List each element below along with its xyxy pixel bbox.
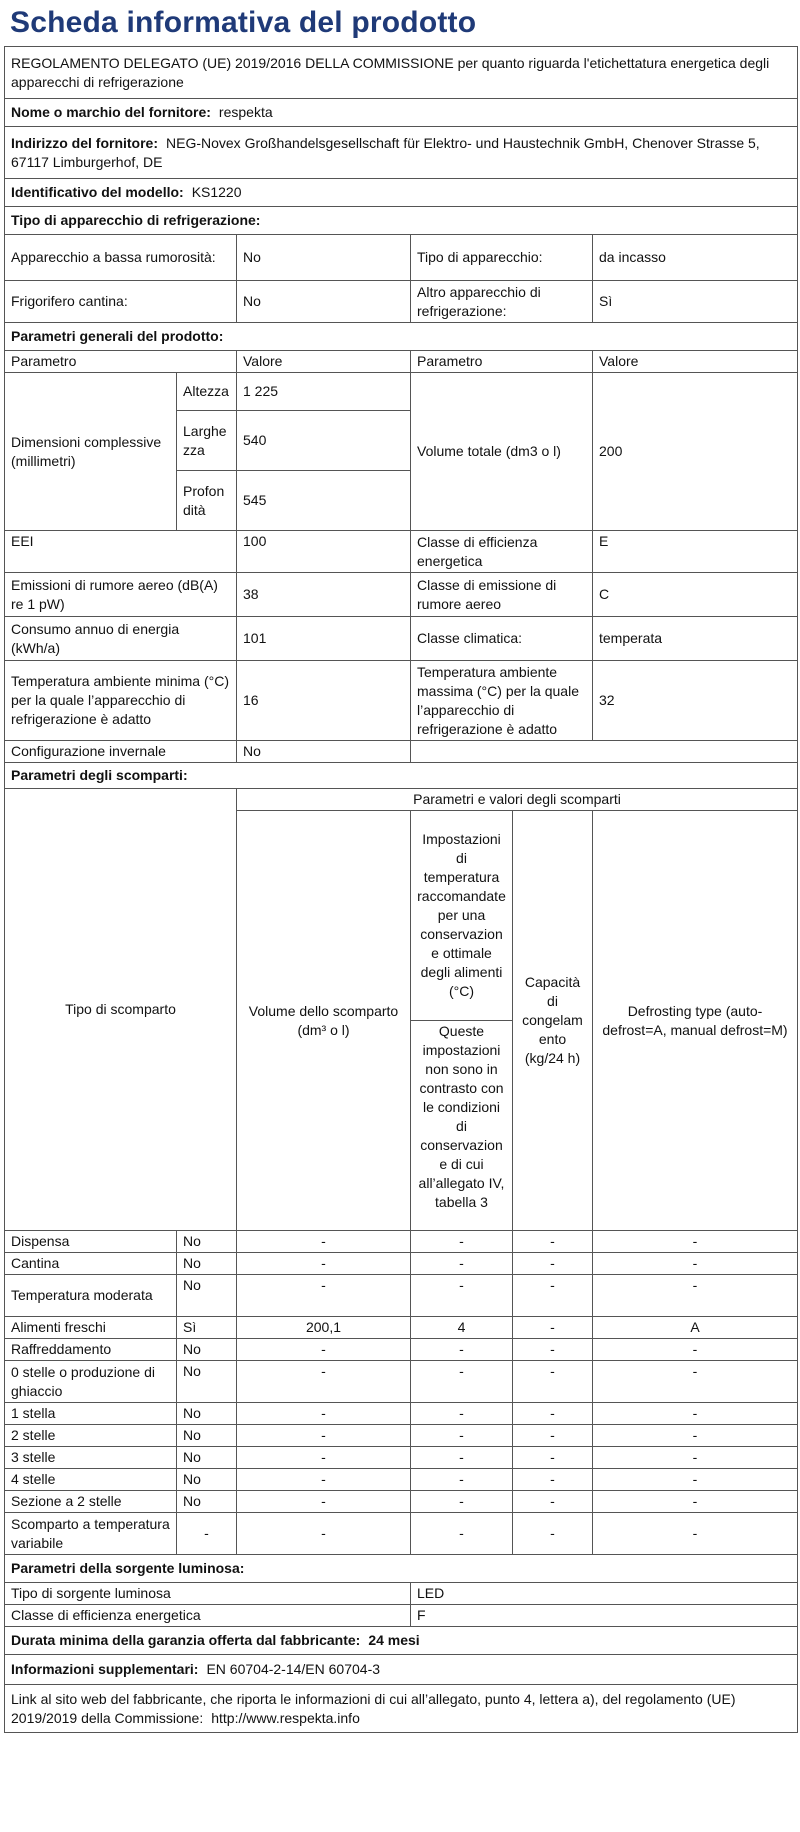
compartment-name: Temperatura moderata <box>5 1275 177 1317</box>
compartment-name: 3 stelle <box>5 1447 177 1469</box>
general-heading-row <box>5 323 798 351</box>
compartment-defrost: - <box>593 1275 798 1317</box>
appliance-type-heading-row <box>5 207 798 235</box>
empty-cell <box>5 127 798 179</box>
height-value: 1 225 <box>237 373 411 411</box>
compartments-header-row-1 <box>5 789 798 811</box>
temperature-header: Impostazioni di temperatura raccomandate per una conservazione ottimale degli alimenti (°C) <box>411 811 513 1021</box>
other-appliance-value: Sì <box>593 281 798 323</box>
temperature-note: Queste impostazioni non sono in contrasto con le condizioni di conservazione di cui all’allegato IV, tabella 3 <box>411 1021 513 1231</box>
compartment-name: Cantina <box>5 1253 177 1275</box>
table-row <box>5 1403 798 1425</box>
compartment-present: No <box>177 1469 237 1491</box>
height-row <box>5 373 798 411</box>
compartment-temperature: - <box>411 1447 513 1469</box>
depth-label: Profondità <box>177 471 237 531</box>
compartment-defrost: - <box>593 1231 798 1253</box>
compartments-heading-row <box>5 763 798 789</box>
compartment-present: No <box>177 1425 237 1447</box>
compartment-volume: 200,1 <box>237 1317 411 1339</box>
supplier-address-label: Indirizzo del fornitore: <box>11 134 158 151</box>
light-heading: Parametri della sorgente luminosa: <box>5 1555 798 1583</box>
appliance-type-label: Tipo di apparecchio: <box>411 235 593 281</box>
compartment-freezing: - <box>513 1425 593 1447</box>
table-row <box>5 1231 798 1253</box>
table-row <box>5 1491 798 1513</box>
compartment-name: 2 stelle <box>5 1425 177 1447</box>
compartment-temperature: - <box>411 1491 513 1513</box>
compartment-name: Sezione a 2 stelle <box>5 1491 177 1513</box>
table-row <box>5 1469 798 1491</box>
light-class-row <box>5 1605 798 1627</box>
appliance-type-value: da incasso <box>593 235 798 281</box>
compartment-present: Sì <box>177 1317 237 1339</box>
noise-row <box>5 573 798 617</box>
compartment-defrost: - <box>593 1513 798 1555</box>
compartment-freezing: - <box>513 1317 593 1339</box>
compartment-freezing: - <box>513 1447 593 1469</box>
compartment-volume: - <box>237 1425 411 1447</box>
compartment-defrost: - <box>593 1491 798 1513</box>
compartment-volume: - <box>237 1339 411 1361</box>
empty-cell <box>5 179 798 207</box>
compartment-name: Scomparto a temperatura variabile <box>5 1513 177 1555</box>
wine-row <box>5 281 798 323</box>
compartment-freezing: - <box>513 1513 593 1555</box>
defrost-header: Defrosting type (auto-defrost=A, manual defrost=M) <box>593 811 798 1231</box>
compartment-defrost: - <box>593 1253 798 1275</box>
compartment-temperature: - <box>411 1275 513 1317</box>
low-noise-value: No <box>237 235 411 281</box>
compartment-volume: - <box>237 1513 411 1555</box>
light-type-label: Tipo di sorgente luminosa <box>5 1583 411 1605</box>
table-row <box>5 1339 798 1361</box>
info-row <box>5 1655 798 1685</box>
temperature-row <box>5 661 798 741</box>
compartment-name: Alimenti freschi <box>5 1317 177 1339</box>
warranty-label: Durata minima della garanzia offerta dal fabbricante: <box>11 1632 361 1648</box>
compartment-volume: - <box>237 1469 411 1491</box>
compartment-present: No <box>177 1447 237 1469</box>
compartment-defrost: - <box>593 1469 798 1491</box>
table-row <box>5 1317 798 1339</box>
compartment-present: No <box>177 1361 237 1403</box>
compartment-present: No <box>177 1231 237 1253</box>
width-value: 540 <box>237 411 411 471</box>
compartment-volume: - <box>237 1231 411 1253</box>
general-heading: Parametri generali del prodotto: <box>5 323 798 351</box>
light-class-value: F <box>411 1605 798 1627</box>
other-appliance-label: Altro apparecchio di refrigerazione: <box>411 281 593 323</box>
info-value: EN 60704-2-14/EN 60704-3 <box>206 1661 381 1677</box>
energy-label: Consumo annuo di energia (kWh/a) <box>5 617 237 661</box>
table-row <box>5 1447 798 1469</box>
compartment-defrost: - <box>593 1447 798 1469</box>
compartment-present: No <box>177 1491 237 1513</box>
volume-value: 200 <box>593 373 798 531</box>
model-label: Identificativo del modello: <box>11 184 184 200</box>
compartment-temperature: - <box>411 1403 513 1425</box>
width-label: Larghezza <box>177 411 237 471</box>
compartment-volume: - <box>237 1403 411 1425</box>
winter-label: Configurazione invernale <box>5 741 237 763</box>
regulation-text: REGOLAMENTO DELEGATO (UE) 2019/2016 DELLA COMMISSIONE per quanto riguarda l'etichettatura energetica degli apparecchi di refrigerazione <box>5 47 798 99</box>
wine-label: Frigorifero cantina: <box>5 281 237 323</box>
compartment-name: Raffreddamento <box>5 1339 177 1361</box>
noise-class-label: Classe di emissione di rumore aereo <box>411 573 593 617</box>
compartment-volume: - <box>237 1361 411 1403</box>
compartment-present: No <box>177 1275 237 1317</box>
col-param-1: Parametro <box>5 351 237 373</box>
col-value-2: Valore <box>593 351 798 373</box>
compartment-freezing: - <box>513 1469 593 1491</box>
table-row <box>5 1253 798 1275</box>
compartment-type-header: Tipo di scomparto <box>5 789 237 1231</box>
compartment-temperature: - <box>411 1253 513 1275</box>
compartment-freezing: - <box>513 1253 593 1275</box>
light-class-label: Classe di efficienza energetica <box>5 1605 411 1627</box>
compartment-volume: - <box>237 1447 411 1469</box>
compartment-name: Dispensa <box>5 1231 177 1253</box>
climate-label: Classe climatica: <box>411 617 593 661</box>
compartment-volume: - <box>237 1491 411 1513</box>
compartment-name: 0 stelle o produzione di ghiaccio <box>5 1361 177 1403</box>
low-noise-row <box>5 235 798 281</box>
energy-value: 101 <box>237 617 411 661</box>
compartment-defrost: - <box>593 1425 798 1447</box>
table-row <box>5 1425 798 1447</box>
efficiency-class-value: E <box>593 531 798 573</box>
compartment-present: No <box>177 1339 237 1361</box>
noise-label: Emissioni di rumore aereo (dB(A) re 1 pW) <box>5 573 237 617</box>
compartment-freezing: - <box>513 1339 593 1361</box>
efficiency-class-label: Classe di efficienza energetica <box>411 531 593 573</box>
empty-cell <box>5 1685 798 1733</box>
product-table <box>4 46 798 1733</box>
empty-cell <box>411 741 798 763</box>
info-label: Informazioni supplementari: <box>11 1661 199 1677</box>
low-noise-label: Apparecchio a bassa rumorosità: <box>5 235 237 281</box>
table-row <box>5 1513 798 1555</box>
regulation-row <box>5 47 798 99</box>
compartment-freezing: - <box>513 1275 593 1317</box>
compartment-freezing: - <box>513 1231 593 1253</box>
freezing-header: Capacità di congelamento (kg/24 h) <box>513 811 593 1231</box>
compartment-volume: - <box>237 1275 411 1317</box>
supplier-name-label: Nome o marchio del fornitore: <box>11 104 211 120</box>
supplier-address-row <box>5 127 798 179</box>
supplier-name-row <box>5 99 798 127</box>
compartment-defrost: - <box>593 1361 798 1403</box>
supplier-name-value: respekta <box>218 104 273 120</box>
tmin-value: 16 <box>237 661 411 741</box>
dimensions-label: Dimensioni complessive (millimetri) <box>5 373 177 531</box>
tmax-label: Temperatura ambiente massima (°C) per la quale l’apparecchio di refrigerazione è adatto <box>411 661 593 741</box>
compartment-temperature: 4 <box>411 1317 513 1339</box>
link-row <box>5 1685 798 1733</box>
compartment-present: - <box>177 1513 237 1555</box>
climate-value: temperata <box>593 617 798 661</box>
wine-value: No <box>237 281 411 323</box>
eei-row <box>5 531 798 573</box>
volume-header: Volume dello scomparto (dm³ o l) <box>237 811 411 1231</box>
compartment-freezing: - <box>513 1491 593 1513</box>
winter-row <box>5 741 798 763</box>
compartment-group-header: Parametri e valori degli scomparti <box>237 789 798 811</box>
tmax-value: 32 <box>593 661 798 741</box>
tmin-label: Temperatura ambiente minima (°C) per la quale l’apparecchio di refrigerazione è adatto <box>5 661 237 741</box>
volume-label: Volume totale (dm3 o l) <box>411 373 593 531</box>
compartment-name: 1 stella <box>5 1403 177 1425</box>
compartment-name: 4 stelle <box>5 1469 177 1491</box>
compartment-temperature: - <box>411 1469 513 1491</box>
winter-value: No <box>237 741 411 763</box>
compartment-temperature: - <box>411 1231 513 1253</box>
compartment-temperature: - <box>411 1513 513 1555</box>
compartment-present: No <box>177 1253 237 1275</box>
empty-cell <box>5 1627 798 1655</box>
light-type-value: LED <box>411 1583 798 1605</box>
supplier-address-value: NEG-Novex Großhandelsgesellschaft für Elektro- und Haustechnik GmbH, Chenover Strasse 5, 67117 Limburgerhof, DE <box>11 134 760 170</box>
compartment-defrost: - <box>593 1403 798 1425</box>
warranty-value: 24 mesi <box>368 1632 420 1648</box>
compartment-defrost: A <box>593 1317 798 1339</box>
empty-cell <box>5 99 798 127</box>
compartment-present: No <box>177 1403 237 1425</box>
empty-cell <box>5 1655 798 1685</box>
height-label: Altezza <box>177 373 237 411</box>
noise-class-value: C <box>593 573 798 617</box>
noise-value: 38 <box>237 573 411 617</box>
compartments-heading: Parametri degli scomparti: <box>5 763 798 789</box>
eei-label: EEI <box>5 531 237 573</box>
model-row <box>5 179 798 207</box>
depth-value: 545 <box>237 471 411 531</box>
table-row <box>5 1361 798 1403</box>
warranty-row <box>5 1627 798 1655</box>
compartment-temperature: - <box>411 1425 513 1447</box>
general-header-row <box>5 351 798 373</box>
appliance-type-heading: Tipo di apparecchio di refrigerazione: <box>5 207 798 235</box>
col-param-2: Parametro <box>411 351 593 373</box>
light-type-row <box>5 1583 798 1605</box>
model-value: KS1220 <box>191 184 242 200</box>
compartment-freezing: - <box>513 1403 593 1425</box>
manufacturer-link[interactable]: http://www.respekta.info <box>211 1709 360 1726</box>
eei-value: 100 <box>237 531 411 573</box>
compartment-defrost: - <box>593 1339 798 1361</box>
page-title: Scheda informativa del prodotto <box>10 6 477 39</box>
compartment-temperature: - <box>411 1361 513 1403</box>
table-row <box>5 1275 798 1317</box>
col-value-1: Valore <box>237 351 411 373</box>
link-text: Link al sito web del fabbricante, che riporta le informazioni di cui all’allegato, punto 4, lettera a), del regolamento (UE) 2019/2019 della Commissione: <box>11 1690 736 1726</box>
light-heading-row <box>5 1555 798 1583</box>
compartment-temperature: - <box>411 1339 513 1361</box>
energy-row <box>5 617 798 661</box>
compartment-volume: - <box>237 1253 411 1275</box>
compartment-freezing: - <box>513 1361 593 1403</box>
